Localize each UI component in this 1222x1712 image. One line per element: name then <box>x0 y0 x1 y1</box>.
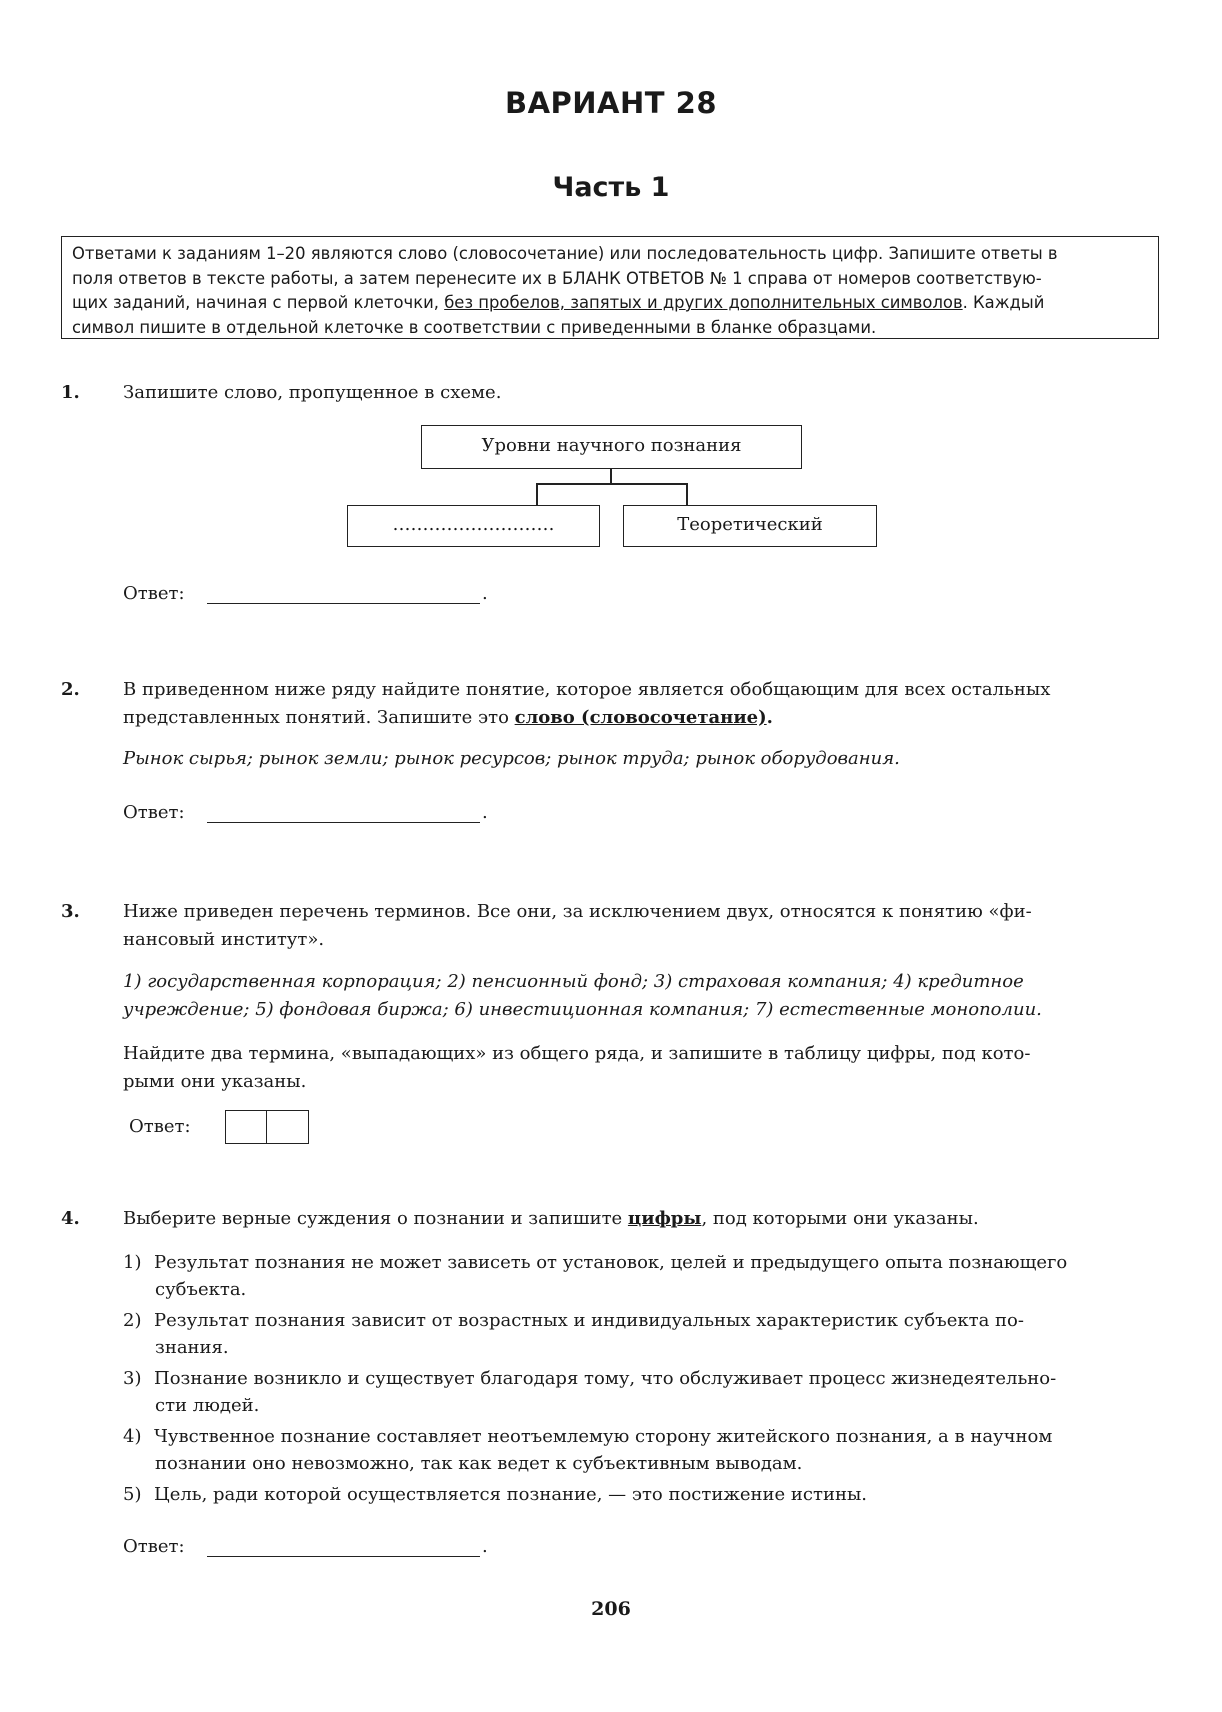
question-3-task: Найдите два термина, «выпадающих» из общего ряда, и запишите в таблицу цифры, под кото- <box>123 1043 1031 1064</box>
page-number: 206 <box>591 1598 631 1620</box>
question-3-terms: 1) государственная корпорация; 2) пенсионный фонд; 3) страховая компания; 4) кредитное <box>123 971 1024 992</box>
instructions-line: Ответами к заданиям 1–20 являются слово (словосочетание) или последовательность цифр. Запишите ответы в <box>72 244 1058 263</box>
question-3-line: Ниже приведен перечень терминов. Все они, за исключением двух, относятся к понятию «фи- <box>123 901 1032 922</box>
question-1-text: Запишите слово, пропущенное в схеме. <box>123 382 502 403</box>
instructions-line: символ пишите в отдельной клеточке в соответствии с приведенными в бланке образцами. <box>72 317 877 337</box>
question-2-series: Рынок сырья; рынок земли; рынок ресурсов; рынок труда; рынок оборудования. <box>123 748 900 769</box>
question-1-number: 1. <box>61 382 80 403</box>
question-2-answer-field[interactable] <box>207 821 480 823</box>
option-1-cont: субъекта. <box>155 1279 247 1300</box>
question-3-answer-table <box>225 1110 309 1144</box>
option-3-cont: сти людей. <box>155 1395 260 1416</box>
diagram-connector <box>536 483 688 485</box>
part-title: Часть 1 <box>552 172 670 203</box>
instructions-box <box>61 236 1159 339</box>
question-4-text: Выберите верные суждения о познании и запишите цифры, под которыми они указаны. <box>123 1208 979 1229</box>
question-4-answer-field[interactable] <box>207 1555 480 1557</box>
question-4-emphasis: цифры <box>627 1208 702 1229</box>
diagram-top-box: Уровни научного познания <box>421 425 802 469</box>
question-2-emphasis: слово (словосочетание) <box>514 707 767 728</box>
diagram-connector <box>686 483 688 505</box>
diagram-missing-box: ……………………… <box>347 505 600 547</box>
question-3-line: нансовый институт». <box>123 929 325 950</box>
question-2-number: 2. <box>61 679 80 700</box>
question-1-answer-field[interactable] <box>207 602 480 604</box>
variant-title: ВАРИАНТ 28 <box>504 86 718 120</box>
question-2-line: В приведенном ниже ряду найдите понятие, которое является обобщающим для всех остальных <box>123 679 1051 700</box>
question-3-task: рыми они указаны. <box>123 1071 307 1092</box>
option-5: 5) Цель, ради которой осуществляется познание, — это постижение истины. <box>123 1484 867 1505</box>
answer-cell[interactable] <box>267 1110 309 1144</box>
question-3-terms: учреждение; 5) фондовая биржа; 6) инвестиционная компания; 7) естественные монополии. <box>123 999 1042 1020</box>
instructions-underlined: без пробелов, запятых и других дополнительных символов <box>444 293 963 312</box>
option-2-cont: знания. <box>155 1337 229 1358</box>
option-3: 3) Познание возникло и существует благодаря тому, что обслуживает процесс жизнедеятельно- <box>123 1368 1057 1389</box>
question-2-line: представленных понятий. Запишите это слово (словосочетание). <box>123 707 773 728</box>
question-3-answer-label: Ответ: <box>129 1116 191 1137</box>
instructions-line: поля ответов в тексте работы, а затем перенесите их в БЛАНК ОТВЕТОВ № 1 справа от номеров соответствую- <box>72 268 1042 288</box>
question-4-answer-end: . <box>482 1536 488 1557</box>
diagram-connector <box>536 483 538 505</box>
option-4: 4) Чувственное познание составляет неотъемлемую сторону житейского познания, а в научном <box>123 1426 1053 1447</box>
option-4-cont: познании оно невозможно, так как ведет к субъективным выводам. <box>155 1453 803 1474</box>
question-2-answer-label: Ответ: <box>123 802 185 823</box>
question-1-answer-label: Ответ: <box>123 583 185 604</box>
question-3-number: 3. <box>61 901 80 922</box>
diagram-connector <box>610 469 612 484</box>
answer-cell[interactable] <box>225 1110 267 1144</box>
question-2-answer-end: . <box>482 802 488 823</box>
question-4-answer-label: Ответ: <box>123 1536 185 1557</box>
question-1-answer-end: . <box>482 583 488 604</box>
option-2: 2) Результат познания зависит от возрастных и индивидуальных характеристик субъекта по- <box>123 1310 1024 1331</box>
option-1: 1) Результат познания не может зависеть от установок, целей и предыдущего опыта познающего <box>123 1252 1068 1273</box>
question-4-number: 4. <box>61 1208 80 1229</box>
instructions-line: щих заданий, начиная с первой клеточки, без пробелов, запятых и других дополнительных символов. Каждый <box>72 293 1045 312</box>
diagram-theoretical-box: Теоретический <box>623 505 877 547</box>
